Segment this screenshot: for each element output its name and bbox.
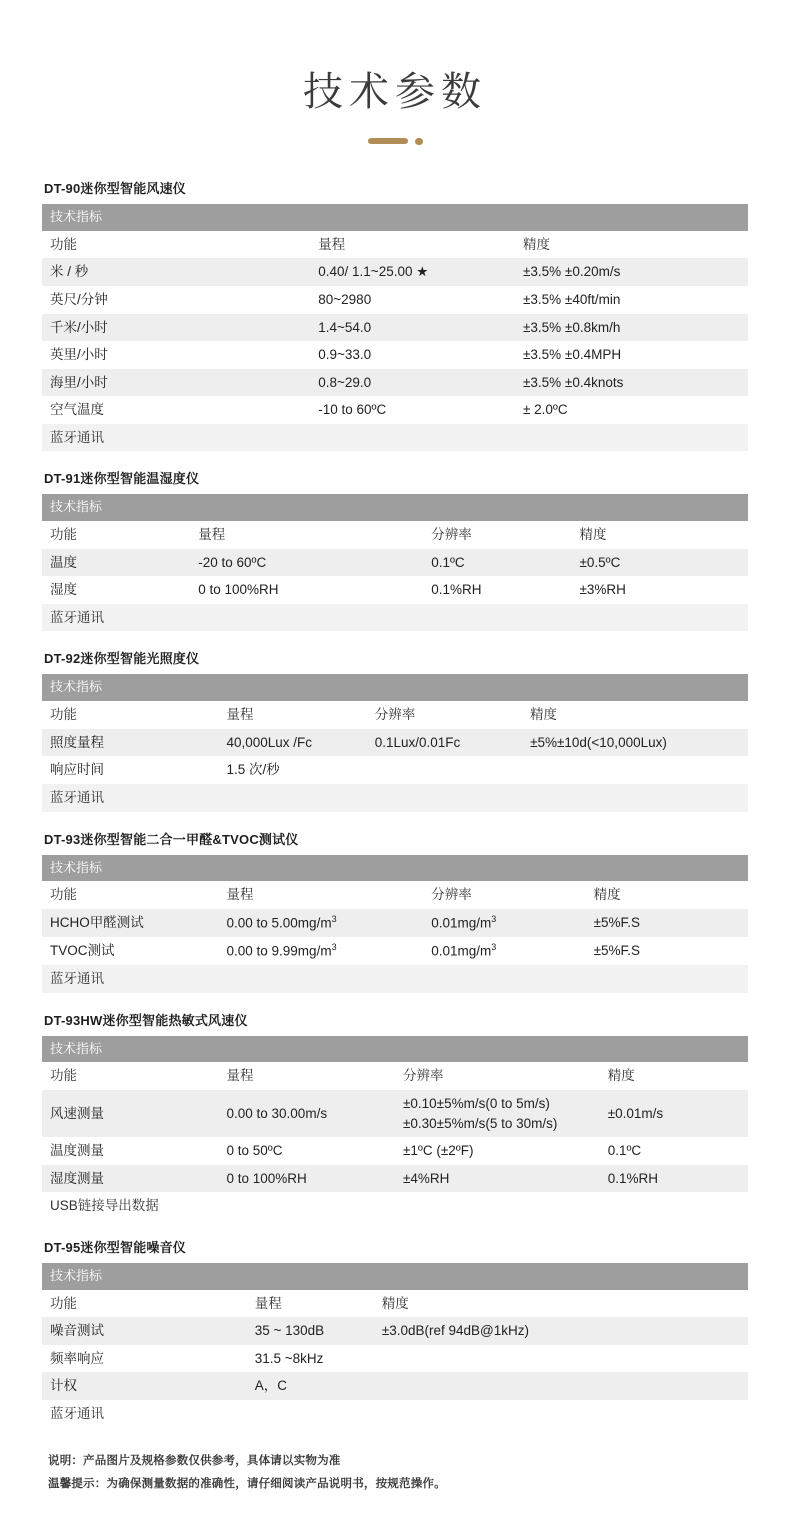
divider-dot — [415, 138, 423, 145]
column-header: 分辨率 — [367, 701, 522, 729]
spec-section — [42, 1010, 748, 1220]
table-cell — [367, 756, 522, 784]
spec-section — [42, 178, 748, 451]
table-cell — [395, 1090, 600, 1137]
column-header: 精度 — [374, 1290, 748, 1318]
table-row — [42, 1345, 748, 1373]
spec-table — [42, 674, 748, 811]
table-cell: 照度量程 — [42, 729, 219, 757]
table-footer-label: 蓝牙通讯 — [42, 1400, 748, 1428]
table-row — [42, 1090, 748, 1137]
spec-table — [42, 1263, 748, 1428]
table-header-row — [42, 1062, 748, 1090]
column-header: 分辨率 — [423, 881, 585, 909]
section-title: DT-91迷你型智能温湿度仪 — [44, 471, 200, 487]
section-title: DT-95迷你型智能噪音仪 — [44, 1239, 187, 1255]
table-cell: 0 to 50ºC — [219, 1137, 396, 1165]
table-cell: 0.00 to $5.00mg/m^3$ — [219, 909, 424, 937]
table-cell: ± 2.0ºC — [515, 396, 748, 424]
section-title: DT-93HW迷你型智能热敏式风速仪 — [44, 1012, 248, 1028]
table-band-row — [42, 494, 748, 521]
table-cell: 35 ~ 130dB — [247, 1317, 374, 1345]
spec-sections — [42, 178, 748, 1428]
table-cell: ±3.5% ±0.20m/s — [515, 258, 748, 286]
table-cell: 0.8~29.0 — [310, 369, 515, 397]
table-cell: 英尺/分钟 — [42, 286, 310, 314]
table-cell: 1.5 次/秒 — [219, 756, 367, 784]
table-cell: 0 to 100%RH — [190, 576, 423, 604]
table-band-row — [42, 855, 748, 882]
table-cell: HCHO甲醛测试 — [42, 909, 219, 937]
table-band-row — [42, 1263, 748, 1290]
table-cell: 海里/小时 — [42, 369, 310, 397]
table-footer-label: USB链接导出数据 — [42, 1192, 748, 1220]
table-cell: 噪音测试 — [42, 1317, 247, 1345]
table-row — [42, 937, 748, 965]
table-header-row — [42, 701, 748, 729]
column-header: 功能 — [42, 881, 219, 909]
table-row — [42, 1317, 748, 1345]
table-cell: 温度 — [42, 549, 190, 577]
column-header: 精度 — [571, 521, 748, 549]
table-row — [42, 369, 748, 397]
table-cell: 0.9~33.0 — [310, 341, 515, 369]
table-row — [42, 286, 748, 314]
table-cell: 湿度测量 — [42, 1165, 219, 1193]
table-header-row — [42, 521, 748, 549]
table-cell: 空气温度 — [42, 396, 310, 424]
table-row — [42, 341, 748, 369]
table-footer-label: 蓝牙通讯 — [42, 424, 748, 452]
table-cell — [374, 1372, 748, 1400]
table-cell: 风速测量 — [42, 1090, 219, 1137]
table-cell: 千米/小时 — [42, 314, 310, 342]
table-footer-row — [42, 1192, 748, 1220]
table-band-row — [42, 1036, 748, 1063]
note-line: 温馨提示：为确保测量数据的准确性，请仔细阅读产品说明书，按规范操作。 — [48, 1477, 446, 1490]
table-cell: ±5%F.S — [586, 937, 748, 965]
table-cell: 频率响应 — [42, 1345, 247, 1373]
column-header: 精度 — [586, 881, 748, 909]
table-cell — [522, 756, 748, 784]
column-header: 功能 — [42, 521, 190, 549]
table-cell: 英里/小时 — [42, 341, 310, 369]
table-cell: 80~2980 — [310, 286, 515, 314]
table-cell: 0.1ºC — [600, 1137, 748, 1165]
table-cell: 温度测量 — [42, 1137, 219, 1165]
table-cell: ±0.5ºC — [571, 549, 748, 577]
table-row — [42, 549, 748, 577]
table-band-label: 技术指标 — [42, 674, 748, 701]
table-row — [42, 756, 748, 784]
title-divider — [363, 138, 427, 144]
table-cell: ±3%RH — [571, 576, 748, 604]
column-header: 功能 — [42, 701, 219, 729]
spec-table — [42, 1036, 748, 1220]
spec-table — [42, 204, 748, 451]
table-header-row — [42, 881, 748, 909]
table-cell: ±0.01m/s — [600, 1090, 748, 1137]
table-cell: 计权 — [42, 1372, 247, 1400]
column-header: 量程 — [190, 521, 423, 549]
table-band-label: 技术指标 — [42, 1036, 748, 1063]
table-band-label: 技术指标 — [42, 494, 748, 521]
column-header: 量程 — [310, 231, 515, 259]
table-footer-row — [42, 424, 748, 452]
table-cell: 0.00 to $9.99mg/m^3$ — [219, 937, 424, 965]
table-row — [42, 1137, 748, 1165]
page-title: 技术参数 — [303, 70, 487, 114]
spec-table — [42, 855, 748, 993]
spec-table — [42, 494, 748, 631]
column-header: 功能 — [42, 1062, 219, 1090]
table-footer-row — [42, 604, 748, 632]
table-row — [42, 396, 748, 424]
table-cell: $0.01mg/m^3$ — [423, 937, 585, 965]
table-row — [42, 1372, 748, 1400]
table-cell: 0 to 100%RH — [219, 1165, 396, 1193]
column-header: 精度 — [600, 1062, 748, 1090]
table-cell: -10 to 60ºC — [310, 396, 515, 424]
table-footer-row — [42, 784, 748, 812]
table-cell: $0.01mg/m^3$ — [423, 909, 585, 937]
column-header: 量程 — [219, 881, 424, 909]
table-cell: ±3.0dB(ref 94dB@1kHz) — [374, 1317, 748, 1345]
table-row — [42, 729, 748, 757]
table-footer-label: 蓝牙通讯 — [42, 784, 748, 812]
column-header: 量程 — [219, 1062, 396, 1090]
table-row — [42, 576, 748, 604]
column-header: 分辨率 — [395, 1062, 600, 1090]
column-header: 功能 — [42, 231, 310, 259]
table-band-label: 技术指标 — [42, 855, 748, 882]
table-cell-line: ±0.10±5%m/s(0 to 5m/s) — [403, 1096, 550, 1112]
table-cell-line: ±0.30±5%m/s(5 to 30m/s) — [403, 1115, 558, 1131]
table-cell: ±3.5% ±0.4knots — [515, 369, 748, 397]
table-row — [42, 314, 748, 342]
table-cell: ±3.5% ±0.8km/h — [515, 314, 748, 342]
table-footer-label: 蓝牙通讯 — [42, 604, 748, 632]
table-cell: 湿度 — [42, 576, 190, 604]
spec-section — [42, 829, 748, 993]
table-row — [42, 258, 748, 286]
column-header: 功能 — [42, 1290, 247, 1318]
table-band-row — [42, 204, 748, 231]
table-cell: 响应时间 — [42, 756, 219, 784]
table-band-label: 技术指标 — [42, 204, 748, 231]
table-cell: ±3.5% ±40ft/min — [515, 286, 748, 314]
table-cell: 1.4~54.0 — [310, 314, 515, 342]
table-cell: 0.1%RH — [423, 576, 571, 604]
table-cell: 米 / 秒 — [42, 258, 310, 286]
column-header: 分辨率 — [423, 521, 571, 549]
divider-bar — [368, 138, 408, 144]
table-cell: ±1ºC (±2ºF) — [395, 1137, 600, 1165]
page-notes — [42, 1450, 748, 1496]
table-cell: 0.1%RH — [600, 1165, 748, 1193]
table-cell: 0.1ºC — [423, 549, 571, 577]
table-footer-row — [42, 965, 748, 993]
table-cell: 0.00 to 30.00m/s — [219, 1090, 396, 1137]
section-title: DT-93迷你型智能二合一甲醛&TVOC测试仪 — [44, 831, 299, 847]
column-header: 精度 — [522, 701, 748, 729]
table-cell: 31.5 ~8kHz — [247, 1345, 374, 1373]
column-header: 量程 — [247, 1290, 374, 1318]
table-cell — [374, 1345, 748, 1373]
table-cell: A，C — [247, 1372, 374, 1400]
column-header: 量程 — [219, 701, 367, 729]
spec-section — [42, 648, 748, 811]
section-title: DT-92迷你型智能光照度仪 — [44, 651, 200, 667]
table-cell: -20 to 60ºC — [190, 549, 423, 577]
table-header-row — [42, 231, 748, 259]
table-cell: 0.1Lux/0.01Fc — [367, 729, 522, 757]
table-cell: ±3.5% ±0.4MPH — [515, 341, 748, 369]
table-cell: ±5%F.S — [586, 909, 748, 937]
note-line: 说明：产品图片及规格参数仅供参考，具体请以实物为准 — [48, 1454, 341, 1467]
table-cell: 0.40/ 1.1~25.00 ★ — [310, 258, 515, 286]
table-header-row — [42, 1290, 748, 1318]
table-row — [42, 909, 748, 937]
table-band-label: 技术指标 — [42, 1263, 748, 1290]
table-band-row — [42, 674, 748, 701]
spec-section — [42, 1237, 748, 1428]
table-footer-row — [42, 1400, 748, 1428]
section-title: DT-90迷你型智能风速仪 — [44, 181, 187, 196]
table-cell: ±4%RH — [395, 1165, 600, 1193]
table-cell: 40,000Lux /Fc — [219, 729, 367, 757]
table-cell: ±5%±10d(<10,000Lux) — [522, 729, 748, 757]
column-header: 精度 — [515, 231, 748, 259]
table-cell: TVOC测试 — [42, 937, 219, 965]
spec-section — [42, 468, 748, 631]
table-row — [42, 1165, 748, 1193]
table-footer-label: 蓝牙通讯 — [42, 965, 748, 993]
